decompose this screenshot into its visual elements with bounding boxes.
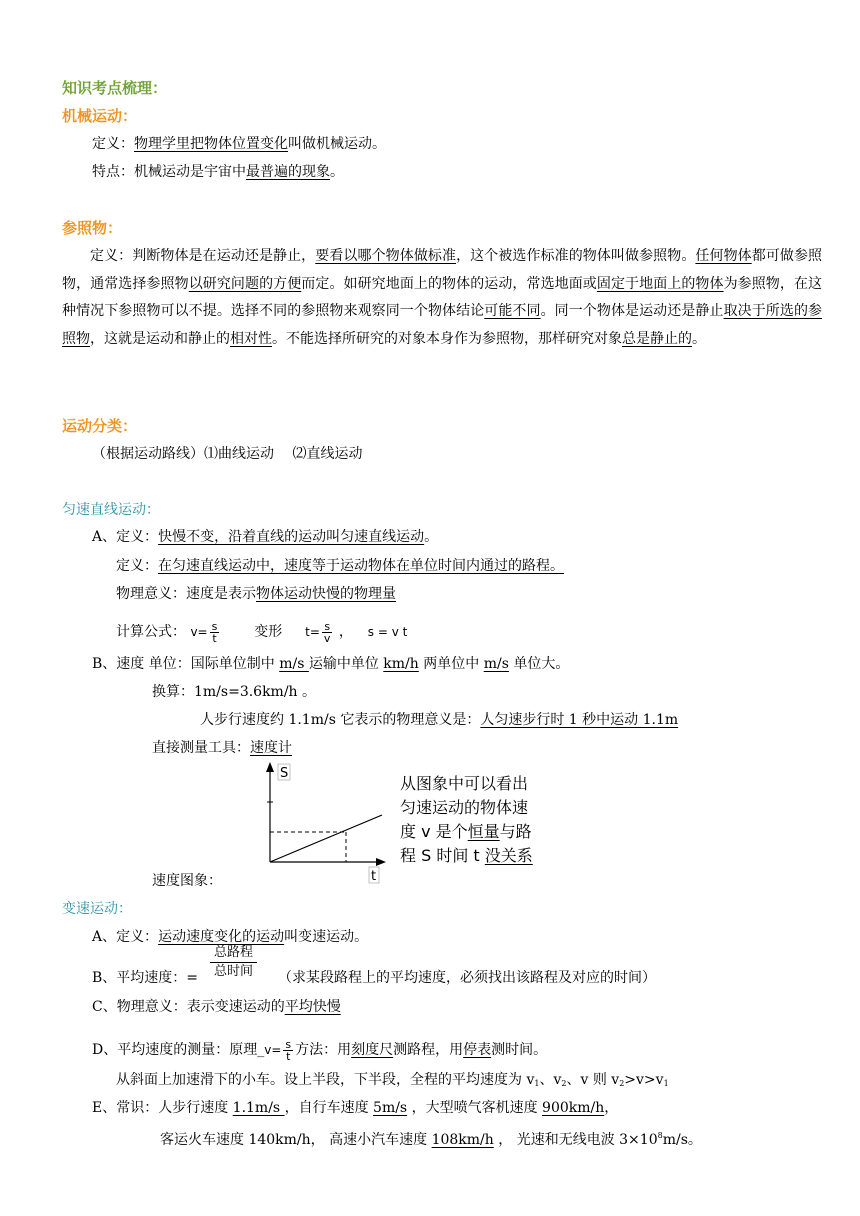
variable-measurement: D、平均速度的测量：原理_v= $\frac{s}{t}$ 方法：用刻度尺测路程，用停表测时间。 xyxy=(92,1038,548,1063)
formula-t: t= $\frac{s}{v}$ xyxy=(305,620,331,645)
graph-explanation: 从图象中可以看出 匀速运动的物体速 度 v 是个恒量与路 程 S 时间 t 没关系 xyxy=(400,774,533,865)
formula-s: s = v t xyxy=(367,625,408,639)
def-label: 定义： xyxy=(92,136,134,152)
average-speed-note: （求某段路程上的平均速度，必须找出该路程及对应的时间） xyxy=(278,970,656,986)
speed-graph xyxy=(258,758,388,886)
uniform-meaning: 物理意义：速度是表示物体运动快慢的物理量 xyxy=(116,586,396,602)
mechanical-heading: 机械运动： xyxy=(62,107,138,125)
def-underlined: 物理学里把物体位置变化 xyxy=(134,136,288,152)
x-axis-label: t xyxy=(371,869,377,884)
feature-label: 特点：机械运动是宇宙中 xyxy=(92,164,246,180)
variable-common-sense-2: 客运火车速度 140km/h， 高速小汽车速度 108km/h ， 光速和无线电波 $3\times 10^8m/s$。 xyxy=(160,1131,702,1148)
average-speed-fraction: 总路程 总时间 xyxy=(210,944,257,981)
uniform-conversion: 换算：1m/s=3.6km/h 。 xyxy=(152,684,317,700)
def-rest: 叫做机械运动。 xyxy=(288,136,386,152)
uniform-units: B、速度 单位：国际单位制中 m/s 运输中单位 km/h 两单位中 m/s 单位大。 xyxy=(92,656,570,672)
variable-heading: 变速运动： xyxy=(62,901,132,917)
y-axis-label: S xyxy=(280,766,289,781)
variable-definition: A、定义：运动速度变化的运动叫变速运动。 xyxy=(92,929,369,945)
reference-heading: 参照物： xyxy=(62,219,123,237)
formula-v-principle: v= $\frac{s}{t}$ xyxy=(264,1038,292,1063)
feature-end: 。 xyxy=(330,164,344,180)
graph-label: 速度图象： xyxy=(152,873,222,889)
variable-slope-example: 从斜面上加速滑下的小车。设上半段，下半段，全程的平均速度为 $v_1$、$v_2$、v 则 $v_2>v>v_1$ xyxy=(116,1072,669,1088)
uniform-formula-row: 计算公式： v= $\frac{s}{t}$ 变形 t= $\frac{s}{v}$ ， s = v t xyxy=(116,620,408,645)
mechanical-definition xyxy=(92,134,386,154)
uniform-tool: 直接测量工具：速度计 xyxy=(152,740,292,756)
classification-text: （根据运动路线）⑴曲线运动 ⑵直线运动 xyxy=(92,446,363,462)
classification-heading: 运动分类： xyxy=(62,417,138,435)
y-axis-arrow xyxy=(266,762,274,772)
feature-underlined: 最普遍的现象 xyxy=(246,164,330,180)
uniform-heading: 匀速直线运动： xyxy=(62,502,160,518)
uniform-definition-a: A、定义：快慢不变，沿着直线的运动叫匀速直线运动。 xyxy=(92,529,439,545)
uniform-definition-b: 定义：在匀速直线运动中，速度等于运动物体在单位时间内通过的路程。 xyxy=(116,558,564,574)
mechanical-feature xyxy=(92,162,344,182)
formula-v: v= $\frac{s}{t}$ xyxy=(190,620,218,645)
reference-paragraph: 定义：判断物体是在运动还是静止，要看以哪个物体做标准，这个被选作标准的物体叫做参照物。任何物体都可做参照物，通常选择参照物以研究问题的方便而定。如研究地面上的物体的运动，常选地面或固定于地面上的物体为参照物，在这种情况下参照物可以不提。选择不同的参照物来观察同一个物体结论可能不同。同一个物体是运动还是静止取决于所选的参照物，这就是运动和静止的相对性。不能选择所研究的对象本身作为参照物，那样研究对象总是静止的。 xyxy=(62,248,823,347)
x-axis-arrow xyxy=(376,858,386,866)
variable-common-sense: E、常识：人步行速度 1.1m/s ，自行车速度 5m/s ，大型喷气客机速度 900km/h， xyxy=(92,1100,619,1116)
uniform-walk: 人步行速度约 1.1m/s 它表示的物理意义是：人匀速步行时 1 秒中运动 1.1m xyxy=(200,712,679,728)
variable-average-speed: B、平均速度：= xyxy=(92,970,199,986)
graph-line xyxy=(270,815,382,862)
review-heading: 知识考点梳理： xyxy=(62,79,168,97)
variable-meaning: C、物理意义：表示变速运动的平均快慢 xyxy=(92,999,341,1015)
